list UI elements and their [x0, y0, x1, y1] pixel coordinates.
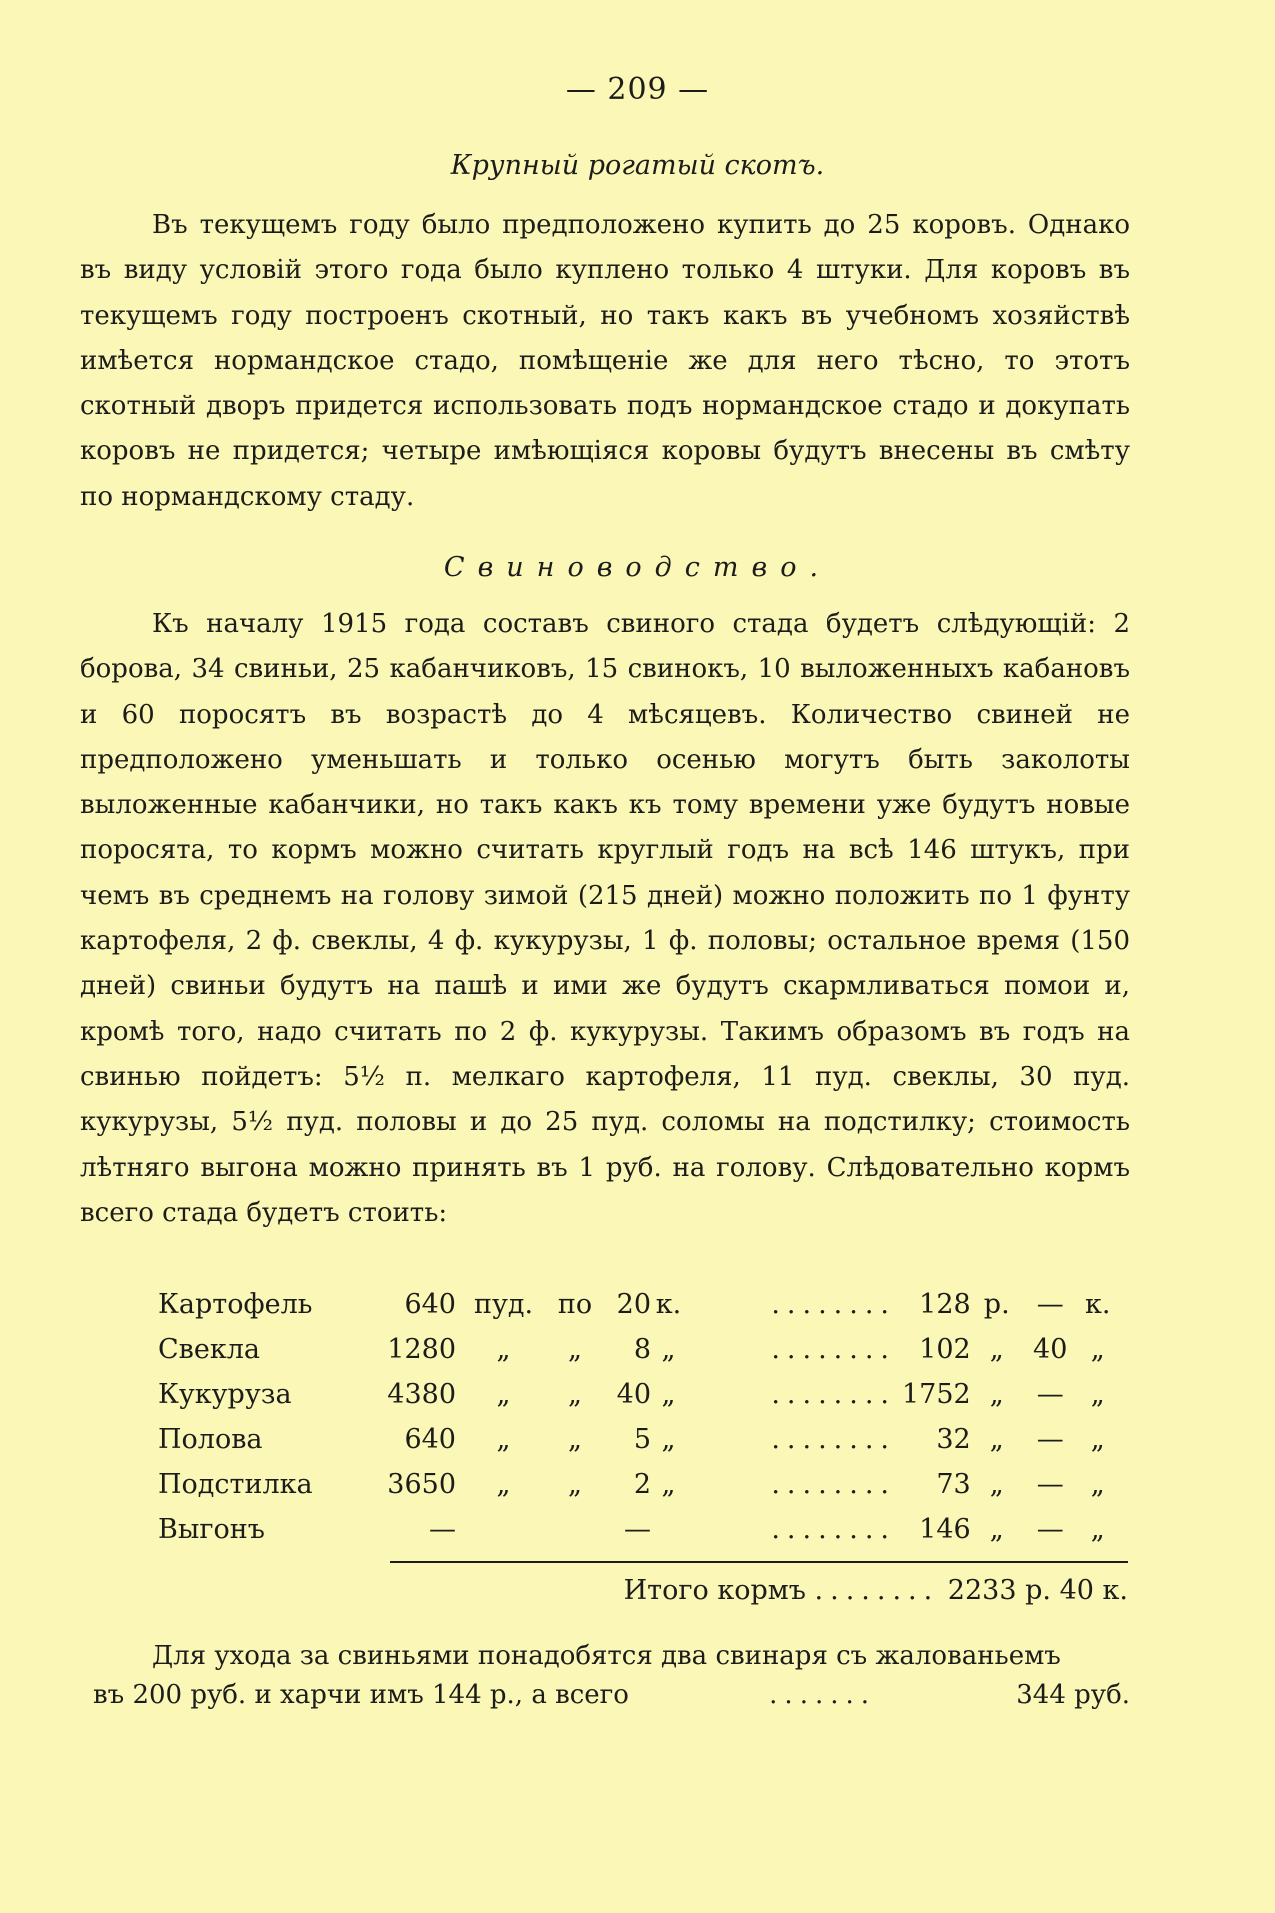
feed-item-name: Выгонъ [158, 1514, 265, 1545]
feed-item-price: 2 [633, 1469, 651, 1500]
feed-item-k: „ [1090, 1424, 1105, 1455]
feed-item-name: Свекла [158, 1334, 260, 1365]
feed-item-po: по [557, 1289, 593, 1320]
feed-item-rub: 102 [919, 1334, 971, 1365]
feed-item-r: „ [989, 1469, 1004, 1500]
section-title-cattle: Крупный рогатый скотъ. [450, 150, 825, 181]
feed-item-unit [456, 1507, 551, 1552]
feed-item-po: „ [568, 1424, 582, 1455]
feed-item-qty: 640 [404, 1424, 456, 1455]
feed-item-r: „ [989, 1514, 1004, 1545]
care-cost-total: 344 руб. [1016, 1680, 1130, 1710]
feed-item-unit: „ [496, 1379, 511, 1410]
total-rule [390, 1561, 1128, 1563]
feed-item-r: р. [983, 1289, 1010, 1320]
feed-item-kop: — [1036, 1424, 1064, 1455]
feed-item-qty: 4380 [387, 1379, 456, 1410]
care-cost-dots: ....... [769, 1680, 877, 1710]
feed-item-unit: пуд. [473, 1289, 534, 1320]
feed-item-price: — [624, 1514, 651, 1545]
feed-item-rub: 128 [919, 1289, 971, 1320]
feed-item-r: „ [989, 1424, 1004, 1455]
feed-item-dots: ........ [771, 1514, 896, 1545]
page-number: — 209 — [565, 72, 710, 107]
feed-item-price-unit: „ [661, 1334, 676, 1365]
feed-item-qty: 1280 [387, 1334, 456, 1365]
feed-item-dots: ........ [771, 1424, 896, 1455]
feed-item-qty: — [429, 1514, 456, 1545]
table-row [158, 1282, 1118, 1327]
feed-item-po: „ [568, 1379, 582, 1410]
total-dots: ........ [814, 1575, 940, 1606]
feed-item-name: Картофель [158, 1289, 313, 1320]
feed-item-r: „ [989, 1379, 1004, 1410]
total-row [420, 1575, 1128, 1606]
feed-item-k: „ [1090, 1469, 1105, 1500]
table-row [158, 1417, 1118, 1462]
feed-item-price: 20 [616, 1289, 651, 1320]
feed-item-dots: ........ [771, 1469, 896, 1500]
feed-item-qty: 640 [404, 1289, 456, 1320]
feed-item-rub: 146 [919, 1514, 971, 1545]
total-r: р. [1025, 1575, 1051, 1606]
feed-item-rub: 32 [936, 1424, 971, 1455]
feed-item-dots: ........ [771, 1379, 896, 1410]
feed-item-name: Подстилка [158, 1469, 313, 1500]
table-row [158, 1462, 1118, 1507]
feed-item-rub: 73 [936, 1469, 971, 1500]
feed-item-qty: 3650 [387, 1469, 456, 1500]
feed-item-price: 40 [616, 1379, 651, 1410]
care-cost-line [93, 1680, 1130, 1710]
section-title-pig-breeding: Свиноводство. [443, 552, 832, 583]
paragraph-pig-breeding: Къ началу 1915 года составъ свиного стада будетъ слѣдующій: 2 борова, 34 свиньи, 25 кабанчиковъ, 15 свинокъ, 10 выложенныхъ кабановъ и 60 поросятъ въ возрастѣ до 4 мѣсяцевъ. Количество свиней не предположено уменьшать и только осенью могутъ быть заколоты выложенные кабанчики, но такъ какъ къ тому времени уже будутъ новые поросята, то кормъ можно считать круглый годъ на всѣ 146 штукъ, при чемъ въ среднемъ на голову зимой (215 дней) можно положить по 1 фунту картофеля, 2 ф. свеклы, 4 ф. кукурузы, 1 ф. половы; остальное время (150 дней) свиньи будутъ на пашѣ и ими же будутъ скармливаться помои и, кромѣ того, надо считать по 2 ф. кукурузы. Такимъ образомъ въ годъ на свинью пойдетъ: 5½ п. мелкаго картофеля, 11 пуд. свеклы, 30 пуд. кукурузы, 5½ пуд. половы и до 25 пуд. соломы на подстилку; стоимость лѣтняго выгона можно принять въ 1 руб. на голову. Слѣдовательно кормъ всего стада будетъ стоить: [80, 609, 1130, 1228]
table-row [158, 1327, 1118, 1372]
feed-item-price-unit: „ [661, 1379, 676, 1410]
paragraph-care: Для ухода за свиньями понадобятся два свинаря съ жалованьемъ [152, 1641, 1061, 1671]
feed-item-unit: „ [496, 1334, 511, 1365]
feed-item-price: 8 [633, 1334, 651, 1365]
feed-item-price-unit: „ [661, 1469, 676, 1500]
feed-item-kop: — [1036, 1289, 1064, 1320]
total-label: Итого кормъ [623, 1575, 806, 1606]
feed-item-k: „ [1090, 1379, 1105, 1410]
feed-item-kop: 40 [1033, 1334, 1068, 1365]
feed-item-po [551, 1507, 599, 1552]
feed-item-name: Кукуруза [158, 1379, 292, 1410]
table-row [158, 1372, 1118, 1417]
total-rub: 2233 [947, 1575, 1017, 1606]
feed-item-price: 5 [633, 1424, 651, 1455]
total-k: к. [1102, 1575, 1128, 1606]
paragraph-cattle: Въ текущемъ году было предположено купить до 25 коровъ. Однако въ виду условій этого года было куплено только 4 штуки. Для коровъ въ текущемъ году построенъ скотный, но такъ какъ въ учебномъ хозяйствѣ имѣется нормандское стадо, помѣщеніе же для него тѣсно, то этотъ скотный дворъ придется использовать подъ нормандское стадо и докупать коровъ не придется; четыре имѣющіяся коровы будутъ внесены въ смѣту по нормандскому стаду. [80, 210, 1130, 512]
feed-item-kop: — [1036, 1379, 1064, 1410]
feed-cost-table [158, 1282, 1118, 1552]
total-kop: 40 [1059, 1575, 1094, 1606]
feed-item-rub: 1752 [902, 1379, 971, 1410]
feed-item-price-unit [651, 1507, 686, 1552]
feed-item-unit: „ [496, 1469, 511, 1500]
feed-item-po: „ [568, 1334, 582, 1365]
feed-item-kop: — [1036, 1514, 1064, 1545]
feed-item-po: „ [568, 1469, 582, 1500]
feed-item-kop: — [1036, 1469, 1064, 1500]
feed-item-price-unit: „ [661, 1424, 676, 1455]
feed-item-r: „ [989, 1334, 1004, 1365]
feed-item-k: „ [1090, 1334, 1105, 1365]
care-cost-text: въ 200 руб. и харчи имъ 144 р., а всего [93, 1680, 629, 1710]
feed-item-name: Полова [158, 1424, 263, 1455]
feed-item-dots: ........ [771, 1289, 896, 1320]
feed-item-unit: „ [496, 1424, 511, 1455]
feed-item-dots: ........ [771, 1334, 896, 1365]
feed-item-k: „ [1090, 1514, 1105, 1545]
feed-item-k: к. [1084, 1289, 1111, 1320]
table-row [158, 1507, 1118, 1552]
feed-item-price-unit: к. [655, 1289, 682, 1320]
